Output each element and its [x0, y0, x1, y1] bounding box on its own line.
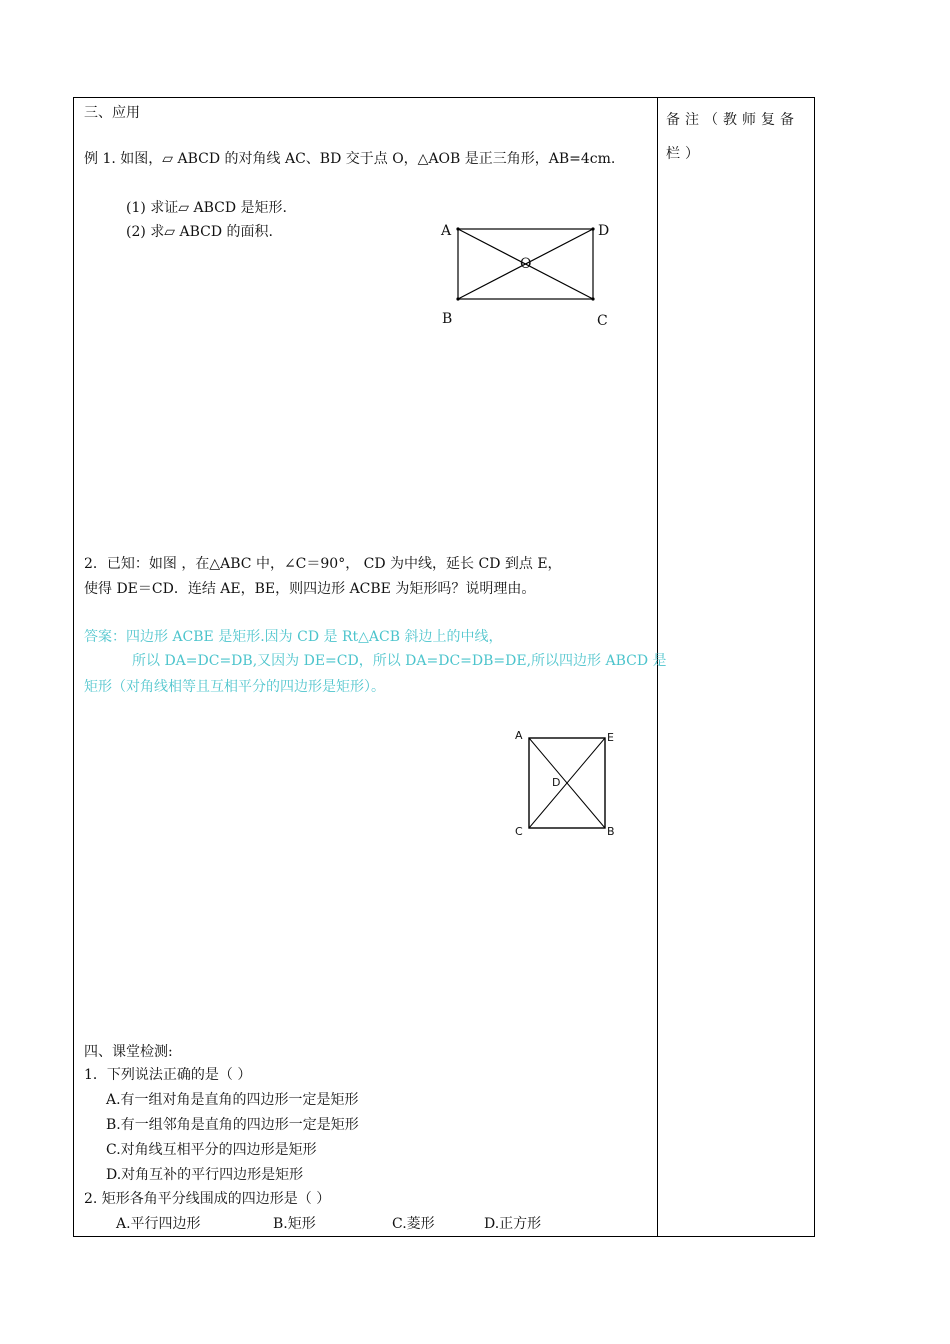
quiz-question2-option-c: C.菱形: [392, 1216, 435, 1232]
quiz-question1-option-d: D.对角互补的平行四边形是矩形: [106, 1167, 304, 1183]
answer-line1: 答案：四边形 ACBE 是矩形.因为 CD 是 Rt△ACB 斜边上的中线，: [84, 629, 503, 645]
figure2-label-c: C: [515, 825, 523, 838]
example1-question1: (1) 求证▱ ABCD 是矩形.: [126, 200, 287, 216]
figure2-label-d: D: [552, 776, 561, 789]
example2-line1: 2．已知：如图 ，在△ABC 中，∠C＝90°， CD 为中线，延长 CD 到点 E，: [84, 556, 562, 572]
side-note: 备注（教师复备栏）: [666, 112, 799, 162]
figure1-label-a: A: [441, 223, 452, 239]
example1-question2: (2) 求▱ ABCD 的面积.: [126, 224, 273, 240]
quiz-question2: 2. 矩形各角平分线围成的四边形是（ ）: [84, 1191, 331, 1207]
quiz-question2-option-d: D.正方形: [484, 1216, 542, 1232]
quiz-question2-option-b: B.矩形: [273, 1216, 316, 1232]
figure2-label-e: E: [607, 731, 614, 744]
figure2-label-b: B: [607, 825, 615, 838]
figure2-label-a: A: [515, 729, 523, 742]
quiz-question2-option-a: A.平行四边形: [116, 1216, 201, 1232]
example1-intro: 例 1. 如图，▱ ABCD 的对角线 AC、BD 交于点 O，△AOB 是正三角形，AB=4cm.: [84, 151, 616, 167]
figure1-label-d: D: [598, 223, 610, 239]
example2-line2: 使得 DE＝CD．连结 AE，BE，则四边形 ACBE 为矩形吗？说明理由。: [84, 581, 536, 597]
figure1-label-b: B: [442, 311, 453, 327]
answer-line3: 矩形（对角线相等且互相平分的四边形是矩形）。: [84, 679, 385, 695]
answer-line2: 所以 DA=DC=DB,又因为 DE=CD，所以 DA=DC=DB=DE,所以四边形 ABCD 是: [132, 653, 667, 669]
figure1-label-o: O: [520, 256, 532, 272]
section3-heading: 三、应用: [84, 105, 140, 121]
quiz-question1-option-b: B.有一组邻角是直角的四边形一定是矩形: [106, 1117, 359, 1133]
section4-heading: 四、课堂检测:: [84, 1044, 173, 1060]
quiz-question1-option-c: C.对角线互相平分的四边形是矩形: [106, 1142, 317, 1158]
quiz-question1: 1．下列说法正确的是（ ）: [84, 1067, 252, 1083]
quiz-question1-option-a: A.有一组对角是直角的四边形一定是矩形: [106, 1092, 359, 1108]
figure1-label-c: C: [597, 313, 608, 329]
